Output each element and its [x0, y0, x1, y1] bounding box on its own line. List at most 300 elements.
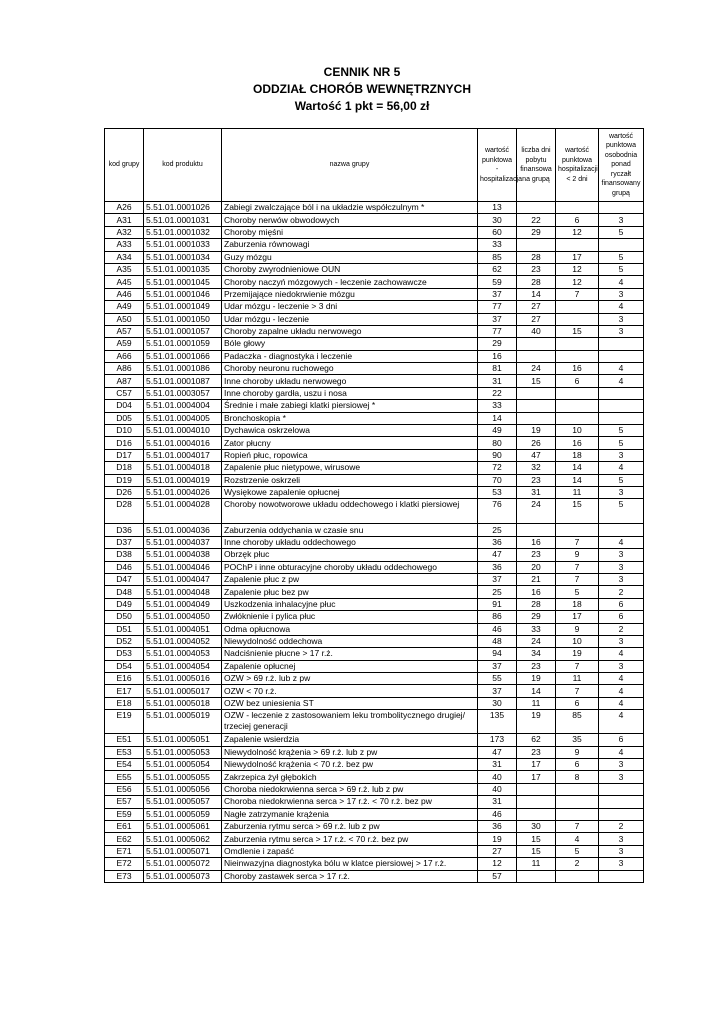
table-row: [105, 288, 644, 300]
cell-liczba-dni: [517, 524, 556, 536]
cell-nazwa-grupy: Uszkodzenia inhalacyjne płuc: [222, 598, 478, 610]
cell-kod-produktu: 5.51.01.0005062: [144, 833, 222, 845]
cell-wartosc: 31: [478, 796, 517, 808]
cell-osobodzien: 3: [599, 549, 644, 561]
cell-osobodzien: 6: [599, 734, 644, 746]
cell-nazwa-grupy: Zaburzenia oddychania w czasie snu: [222, 524, 478, 536]
cell-wartosc: 94: [478, 648, 517, 660]
cell-kod-grupy: E55: [105, 771, 144, 783]
cell-kod-grupy: E59: [105, 808, 144, 820]
cell-osobodzien: 4: [599, 276, 644, 288]
cell-wartosc-lt2: [556, 400, 599, 412]
cell-kod-produktu: 5.51.01.0001059: [144, 338, 222, 350]
table-row: [105, 734, 644, 746]
cell-wartosc: 91: [478, 598, 517, 610]
cell-kod-grupy: E18: [105, 697, 144, 709]
cell-osobodzien: 4: [599, 375, 644, 387]
cell-osobodzien: [599, 524, 644, 536]
table-row: [105, 623, 644, 635]
cell-wartosc-lt2: 12: [556, 276, 599, 288]
cell-kod-grupy: D51: [105, 623, 144, 635]
cell-kod-produktu: 5.51.01.0001033: [144, 239, 222, 251]
cell-nazwa-grupy: Niewydolność krążenia < 70 r.ż. bez pw: [222, 759, 478, 771]
cell-kod-grupy: A31: [105, 214, 144, 226]
cell-liczba-dni: 17: [517, 771, 556, 783]
cell-liczba-dni: 22: [517, 214, 556, 226]
cell-kod-produktu: 5.51.01.0004047: [144, 573, 222, 585]
cell-wartosc: 59: [478, 276, 517, 288]
cell-kod-produktu: 5.51.01.0004016: [144, 437, 222, 449]
table-row: [105, 685, 644, 697]
cell-nazwa-grupy: Zabiegi zwalczające ból i na układzie współczulnym *: [222, 202, 478, 214]
cell-liczba-dni: 24: [517, 635, 556, 647]
cell-wartosc: 14: [478, 412, 517, 424]
cell-liczba-dni: [517, 338, 556, 350]
cell-kod-grupy: D04: [105, 400, 144, 412]
cell-kod-grupy: D28: [105, 499, 144, 524]
table-row: [105, 474, 644, 486]
cell-kod-produktu: 5.51.01.0004028: [144, 499, 222, 524]
cell-nazwa-grupy: OZW < 70 r.ż.: [222, 685, 478, 697]
table-row: [105, 202, 644, 214]
cell-nazwa-grupy: Choroby zastawek serca > 17 r.ż.: [222, 870, 478, 882]
cell-wartosc: 86: [478, 611, 517, 623]
cell-nazwa-grupy: Niewydolność krążenia > 69 r.ż. lub z pw: [222, 746, 478, 758]
cell-osobodzien: 6: [599, 611, 644, 623]
table-row: [105, 771, 644, 783]
header-kod-produktu: kod produktu: [144, 129, 222, 202]
cell-nazwa-grupy: Choroby neuronu ruchowego: [222, 363, 478, 375]
cell-wartosc-lt2: [556, 301, 599, 313]
cell-osobodzien: 5: [599, 474, 644, 486]
cell-kod-grupy: E51: [105, 734, 144, 746]
cell-wartosc: 72: [478, 462, 517, 474]
table-row: [105, 338, 644, 350]
cell-kod-grupy: D05: [105, 412, 144, 424]
cell-wartosc-lt2: 7: [556, 820, 599, 832]
cell-osobodzien: 4: [599, 746, 644, 758]
cell-kod-grupy: E72: [105, 858, 144, 870]
cell-kod-produktu: 5.51.01.0005059: [144, 808, 222, 820]
cell-kod-produktu: 5.51.01.0004017: [144, 449, 222, 461]
cell-osobodzien: 4: [599, 673, 644, 685]
cell-wartosc: 76: [478, 499, 517, 524]
cell-kod-produktu: 5.51.01.0004037: [144, 536, 222, 548]
cell-wartosc: 77: [478, 325, 517, 337]
cell-osobodzien: [599, 338, 644, 350]
cell-osobodzien: [599, 808, 644, 820]
cell-nazwa-grupy: Przemijające niedokrwienie mózgu: [222, 288, 478, 300]
cell-liczba-dni: 14: [517, 685, 556, 697]
price-table: [104, 128, 644, 883]
cell-liczba-dni: 23: [517, 660, 556, 672]
table-row: [105, 437, 644, 449]
cell-kod-produktu: 5.51.01.0004049: [144, 598, 222, 610]
cell-wartosc: 80: [478, 437, 517, 449]
cell-wartosc: 46: [478, 623, 517, 635]
cell-wartosc: 36: [478, 820, 517, 832]
cell-liczba-dni: 23: [517, 549, 556, 561]
cell-wartosc: 12: [478, 858, 517, 870]
cell-osobodzien: [599, 239, 644, 251]
cell-liczba-dni: 32: [517, 462, 556, 474]
cell-wartosc-lt2: [556, 783, 599, 795]
cell-kod-produktu: 5.51.01.0001087: [144, 375, 222, 387]
cell-nazwa-grupy: OZW > 69 r.ż. lub z pw: [222, 673, 478, 685]
cell-osobodzien: 2: [599, 586, 644, 598]
table-row: [105, 759, 644, 771]
table-row: [105, 796, 644, 808]
cell-wartosc: 37: [478, 573, 517, 585]
table-row: [105, 325, 644, 337]
cell-osobodzien: 2: [599, 623, 644, 635]
cell-wartosc-lt2: [556, 412, 599, 424]
cell-nazwa-grupy: Choroby zapalne układu nerwowego: [222, 325, 478, 337]
table-row: [105, 710, 644, 734]
cell-kod-produktu: 5.51.01.0001035: [144, 263, 222, 275]
cell-nazwa-grupy: Bóle głowy: [222, 338, 478, 350]
cell-nazwa-grupy: Zaburzenia równowagi: [222, 239, 478, 251]
cell-wartosc-lt2: 6: [556, 697, 599, 709]
cell-wartosc-lt2: 19: [556, 648, 599, 660]
header-liczba-dni: liczba dni pobytu finansowa na grupą: [517, 129, 556, 202]
cell-kod-produktu: 5.51.01.0004036: [144, 524, 222, 536]
table-row: [105, 462, 644, 474]
cell-osobodzien: [599, 796, 644, 808]
cell-kod-grupy: D18: [105, 462, 144, 474]
cell-wartosc-lt2: 85: [556, 710, 599, 734]
cell-liczba-dni: 20: [517, 561, 556, 573]
cell-wartosc-lt2: 5: [556, 586, 599, 598]
cell-liczba-dni: 33: [517, 623, 556, 635]
cell-nazwa-grupy: Zakrzepica żył głębokich: [222, 771, 478, 783]
table-row: [105, 573, 644, 585]
cell-kod-produktu: 5.51.01.0004048: [144, 586, 222, 598]
cell-kod-grupy: E53: [105, 746, 144, 758]
cell-kod-produktu: 5.51.01.0004054: [144, 660, 222, 672]
cell-nazwa-grupy: Inne choroby układu nerwowego: [222, 375, 478, 387]
cell-wartosc: 81: [478, 363, 517, 375]
cell-wartosc: 48: [478, 635, 517, 647]
cell-wartosc: 25: [478, 586, 517, 598]
cell-nazwa-grupy: Obrzęk płuc: [222, 549, 478, 561]
cell-liczba-dni: 19: [517, 710, 556, 734]
cell-kod-produktu: 5.51.01.0001086: [144, 363, 222, 375]
cell-liczba-dni: 21: [517, 573, 556, 585]
cell-wartosc-lt2: 7: [556, 561, 599, 573]
table-row: [105, 400, 644, 412]
cell-kod-produktu: 5.51.01.0004026: [144, 486, 222, 498]
cell-kod-grupy: D37: [105, 536, 144, 548]
cell-wartosc-lt2: [556, 524, 599, 536]
cell-kod-produktu: 5.51.01.0001031: [144, 214, 222, 226]
header-kod-grupy: kod grupy: [105, 129, 144, 202]
title-line-1: CENNIK NR 5: [323, 65, 401, 79]
cell-wartosc-lt2: 14: [556, 474, 599, 486]
cell-nazwa-grupy: Padaczka - diagnostyka i leczenie: [222, 350, 478, 362]
cell-wartosc-lt2: 7: [556, 660, 599, 672]
cell-osobodzien: 5: [599, 425, 644, 437]
cell-nazwa-grupy: OZW - leczenie z zastosowaniem leku trombolitycznego drugiej/ trzeciej generacji: [222, 710, 478, 734]
cell-nazwa-grupy: Inne choroby gardła, uszu i nosa: [222, 387, 478, 399]
table-header-row: [105, 129, 644, 202]
table-row: [105, 673, 644, 685]
cell-kod-grupy: D47: [105, 573, 144, 585]
header-osobodzien: wartość punktowa osobodnia ponad ryczałt finansowany grupą: [599, 129, 644, 202]
cell-nazwa-grupy: Nagłe zatrzymanie krążenia: [222, 808, 478, 820]
cell-osobodzien: 6: [599, 598, 644, 610]
cell-liczba-dni: 27: [517, 313, 556, 325]
cell-liczba-dni: 11: [517, 697, 556, 709]
cell-wartosc-lt2: 35: [556, 734, 599, 746]
cell-kod-produktu: 5.51.01.0004052: [144, 635, 222, 647]
table-row: [105, 536, 644, 548]
cell-osobodzien: 3: [599, 561, 644, 573]
cell-kod-grupy: D54: [105, 660, 144, 672]
cell-wartosc-lt2: 18: [556, 598, 599, 610]
cell-osobodzien: 3: [599, 288, 644, 300]
cell-wartosc-lt2: 4: [556, 833, 599, 845]
header-wartosc-punktowa: wartość punktowa - hospitalizacja: [478, 129, 517, 202]
cell-nazwa-grupy: Odma opłucnowa: [222, 623, 478, 635]
cell-kod-grupy: A87: [105, 375, 144, 387]
cell-wartosc: 37: [478, 685, 517, 697]
table-row: [105, 486, 644, 498]
cell-kod-produktu: 5.51.01.0005073: [144, 870, 222, 882]
cell-kod-grupy: E16: [105, 673, 144, 685]
table-row: [105, 820, 644, 832]
table-row: [105, 387, 644, 399]
table-row: [105, 746, 644, 758]
cell-wartosc-lt2: 7: [556, 573, 599, 585]
cell-kod-grupy: E57: [105, 796, 144, 808]
cell-kod-grupy: A26: [105, 202, 144, 214]
cell-liczba-dni: 11: [517, 858, 556, 870]
cell-liczba-dni: 47: [517, 449, 556, 461]
cell-kod-grupy: A32: [105, 226, 144, 238]
cell-kod-grupy: E71: [105, 845, 144, 857]
cell-kod-grupy: A59: [105, 338, 144, 350]
table-row: [105, 251, 644, 263]
cell-kod-produktu: 5.51.01.0004005: [144, 412, 222, 424]
table-row: [105, 449, 644, 461]
cell-liczba-dni: 40: [517, 325, 556, 337]
cell-wartosc-lt2: 7: [556, 288, 599, 300]
table-row: [105, 870, 644, 882]
cell-liczba-dni: 14: [517, 288, 556, 300]
cell-kod-produktu: 5.51.01.0001057: [144, 325, 222, 337]
table-row: [105, 561, 644, 573]
cell-osobodzien: 3: [599, 325, 644, 337]
cell-nazwa-grupy: Zaburzenia rytmu serca > 17 r.ż. < 70 r.ż. bez pw: [222, 833, 478, 845]
cell-osobodzien: 3: [599, 858, 644, 870]
cell-kod-grupy: A34: [105, 251, 144, 263]
cell-kod-produktu: 5.51.01.0004038: [144, 549, 222, 561]
cell-wartosc: 33: [478, 239, 517, 251]
cell-wartosc-lt2: [556, 239, 599, 251]
cell-wartosc-lt2: 15: [556, 325, 599, 337]
cell-wartosc: 77: [478, 301, 517, 313]
cell-wartosc-lt2: 9: [556, 623, 599, 635]
cell-nazwa-grupy: Udar mózgu - leczenie: [222, 313, 478, 325]
cell-kod-produktu: 5.51.01.0004004: [144, 400, 222, 412]
table-row: [105, 214, 644, 226]
cell-wartosc: 60: [478, 226, 517, 238]
cell-nazwa-grupy: POChP i inne obturacyjne choroby układu oddechowego: [222, 561, 478, 573]
cell-kod-grupy: A86: [105, 363, 144, 375]
cell-osobodzien: 3: [599, 771, 644, 783]
table-row: [105, 276, 644, 288]
table-row: [105, 783, 644, 795]
cell-wartosc: 70: [478, 474, 517, 486]
cell-wartosc: 40: [478, 783, 517, 795]
cell-nazwa-grupy: Ropień płuc, ropowica: [222, 449, 478, 461]
cell-kod-produktu: 5.51.01.0005051: [144, 734, 222, 746]
cell-liczba-dni: [517, 796, 556, 808]
cell-kod-grupy: D48: [105, 586, 144, 598]
cell-wartosc: 47: [478, 549, 517, 561]
cell-kod-grupy: D36: [105, 524, 144, 536]
table-row: [105, 524, 644, 536]
cell-nazwa-grupy: Niewydolność oddechowa: [222, 635, 478, 647]
cell-wartosc: 25: [478, 524, 517, 536]
cell-wartosc: 36: [478, 561, 517, 573]
cell-wartosc: 31: [478, 759, 517, 771]
cell-nazwa-grupy: Zapalenie wsierdzia: [222, 734, 478, 746]
cell-osobodzien: [599, 202, 644, 214]
cell-kod-grupy: D46: [105, 561, 144, 573]
table-row: [105, 226, 644, 238]
cell-wartosc-lt2: 6: [556, 214, 599, 226]
table-row: [105, 648, 644, 660]
cell-wartosc: 40: [478, 771, 517, 783]
cell-nazwa-grupy: Choroby naczyń mózgowych - leczenie zachowawcze: [222, 276, 478, 288]
cell-nazwa-grupy: OZW bez uniesienia ST: [222, 697, 478, 709]
cell-kod-produktu: 5.51.01.0004046: [144, 561, 222, 573]
cell-wartosc-lt2: 16: [556, 437, 599, 449]
cell-liczba-dni: [517, 202, 556, 214]
cell-kod-grupy: D26: [105, 486, 144, 498]
cell-wartosc-lt2: 2: [556, 858, 599, 870]
cell-liczba-dni: [517, 412, 556, 424]
cell-liczba-dni: 15: [517, 833, 556, 845]
cell-osobodzien: 5: [599, 437, 644, 449]
cell-wartosc-lt2: [556, 808, 599, 820]
cell-wartosc-lt2: [556, 350, 599, 362]
cell-nazwa-grupy: Rozstrzenie oskrzeli: [222, 474, 478, 486]
table-row: [105, 301, 644, 313]
cell-wartosc-lt2: 12: [556, 263, 599, 275]
cell-nazwa-grupy: Udar mózgu - leczenie > 3 dni: [222, 301, 478, 313]
cell-osobodzien: [599, 783, 644, 795]
cell-wartosc-lt2: [556, 387, 599, 399]
cell-nazwa-grupy: Zator płucny: [222, 437, 478, 449]
cell-kod-produktu: 5.51.01.0005019: [144, 710, 222, 734]
cell-kod-produktu: 5.51.01.0004018: [144, 462, 222, 474]
cell-kod-grupy: A33: [105, 239, 144, 251]
cell-liczba-dni: 28: [517, 598, 556, 610]
cell-wartosc: 29: [478, 338, 517, 350]
cell-wartosc-lt2: 9: [556, 746, 599, 758]
table-row: [105, 412, 644, 424]
cell-wartosc: 46: [478, 808, 517, 820]
cell-kod-grupy: E56: [105, 783, 144, 795]
cell-wartosc-lt2: [556, 870, 599, 882]
title-line-3: Wartość 1 pkt = 56,00 zł: [294, 99, 430, 113]
cell-osobodzien: 4: [599, 462, 644, 474]
cell-kod-grupy: E61: [105, 820, 144, 832]
cell-osobodzien: 3: [599, 635, 644, 647]
cell-liczba-dni: 30: [517, 820, 556, 832]
cell-osobodzien: 4: [599, 363, 644, 375]
table-row: [105, 586, 644, 598]
cell-kod-produktu: 5.51.01.0005055: [144, 771, 222, 783]
cell-kod-grupy: A57: [105, 325, 144, 337]
cell-kod-grupy: A45: [105, 276, 144, 288]
cell-kod-produktu: 5.51.01.0001066: [144, 350, 222, 362]
cell-liczba-dni: 24: [517, 499, 556, 524]
cell-kod-grupy: A49: [105, 301, 144, 313]
cell-osobodzien: 2: [599, 820, 644, 832]
header-wartosc-lt2: wartość punktowa hospitalizacji < 2 dni: [556, 129, 599, 202]
cell-liczba-dni: [517, 808, 556, 820]
cell-liczba-dni: 19: [517, 425, 556, 437]
cell-liczba-dni: 26: [517, 437, 556, 449]
cell-wartosc: 47: [478, 746, 517, 758]
cell-osobodzien: 3: [599, 845, 644, 857]
cell-osobodzien: 3: [599, 573, 644, 585]
cell-wartosc: 57: [478, 870, 517, 882]
cell-osobodzien: [599, 412, 644, 424]
table-row: [105, 845, 644, 857]
cell-liczba-dni: 27: [517, 301, 556, 313]
cell-nazwa-grupy: Choroby zwyrodnieniowe OUN: [222, 263, 478, 275]
cell-wartosc: 55: [478, 673, 517, 685]
cell-kod-produktu: 5.51.01.0005053: [144, 746, 222, 758]
cell-nazwa-grupy: Inne choroby układu oddechowego: [222, 536, 478, 548]
cell-kod-produktu: 5.51.01.0005061: [144, 820, 222, 832]
table-row: [105, 635, 644, 647]
cell-nazwa-grupy: Wysiękowe zapalenie opłucnej: [222, 486, 478, 498]
cell-wartosc-lt2: [556, 338, 599, 350]
cell-wartosc: 16: [478, 350, 517, 362]
table-row: [105, 350, 644, 362]
cell-osobodzien: 3: [599, 759, 644, 771]
document-title: [0, 64, 724, 115]
cell-nazwa-grupy: Zapalenie płuc z pw: [222, 573, 478, 585]
cell-wartosc-lt2: 6: [556, 759, 599, 771]
cell-wartosc-lt2: [556, 313, 599, 325]
table-row: [105, 858, 644, 870]
cell-liczba-dni: 62: [517, 734, 556, 746]
table-row: [105, 313, 644, 325]
cell-kod-grupy: E62: [105, 833, 144, 845]
cell-liczba-dni: [517, 783, 556, 795]
cell-liczba-dni: 29: [517, 611, 556, 623]
cell-nazwa-grupy: Bronchoskopia *: [222, 412, 478, 424]
cell-kod-produktu: 5.51.01.0005071: [144, 845, 222, 857]
cell-wartosc: 135: [478, 710, 517, 734]
cell-kod-produktu: 5.51.01.0001049: [144, 301, 222, 313]
table-row: [105, 425, 644, 437]
table-row: [105, 499, 644, 524]
cell-osobodzien: 3: [599, 449, 644, 461]
cell-kod-grupy: E54: [105, 759, 144, 771]
cell-wartosc: 62: [478, 263, 517, 275]
table-row: [105, 611, 644, 623]
cell-osobodzien: 3: [599, 214, 644, 226]
cell-kod-grupy: E73: [105, 870, 144, 882]
